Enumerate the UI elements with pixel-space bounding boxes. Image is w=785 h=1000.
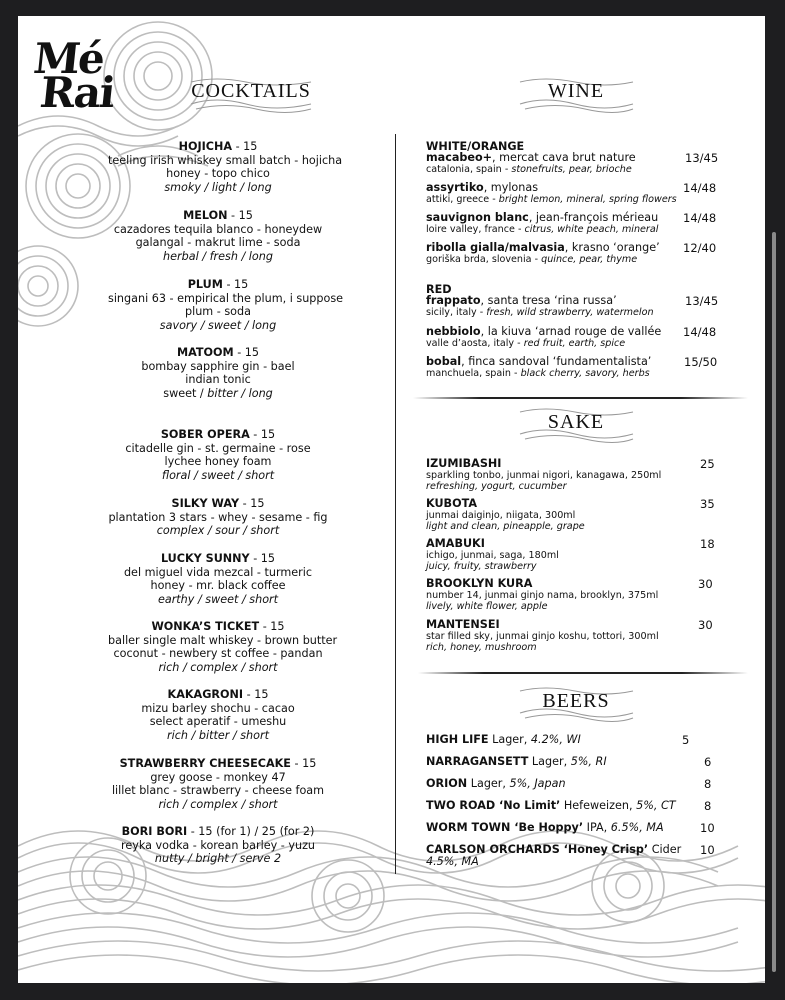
wine-item xyxy=(426,326,661,349)
cocktail-item xyxy=(108,688,328,742)
cocktail-ingredients: honey - topo chico xyxy=(166,167,270,181)
cocktail-item xyxy=(108,757,328,811)
brand-logo-line2: Rai xyxy=(37,68,116,117)
sake-price: 25 xyxy=(700,457,715,471)
cocktail-ingredients: singani 63 - empirical the plum, i suppose xyxy=(108,291,344,305)
wine-producer: , mylonas xyxy=(483,181,539,194)
wine-name: sauvignon blanc xyxy=(426,211,529,224)
wine-producer: , la kiuva ‘arnad rouge de vallée xyxy=(480,325,662,338)
brand-logo-line1: Mé xyxy=(31,34,106,83)
beer-item xyxy=(426,844,681,868)
wine-notes: citrus, white peach, mineral xyxy=(524,223,659,235)
cocktail-ingredients: baller single malt whiskey - brown butter xyxy=(108,633,338,647)
beer-item xyxy=(426,756,607,768)
sake-notes: rich, honey, mushroom xyxy=(426,642,537,653)
sake-price: 35 xyxy=(700,497,715,511)
sake-notes: juicy, fruity, strawberry xyxy=(426,561,537,572)
sake-name: KUBOTA xyxy=(426,497,478,510)
cocktail-tags: herbal / fresh / long xyxy=(163,249,273,263)
cocktail-item xyxy=(108,552,328,606)
cocktail-name: LUCKY SUNNY xyxy=(160,552,250,565)
beer-details: 6.5%, MA xyxy=(610,821,664,834)
cocktail-item xyxy=(108,825,328,866)
sake-notes: refreshing, yogurt, cucumber xyxy=(426,481,567,492)
cocktail-item xyxy=(108,620,338,674)
cocktail-ingredients: bombay sapphire gin - bael xyxy=(141,359,295,373)
cocktail-ingredients: select aperatif - umeshu xyxy=(149,715,287,729)
cocktail-price: - 15 (for 1) / 25 (for 2) xyxy=(190,825,315,838)
sake-description: junmai daiginjo, niigata, 300ml xyxy=(426,509,576,521)
cocktail-tags: rich / bitter / short xyxy=(167,728,269,742)
beer-name: CARLSON ORCHARDS ‘Honey Crisp’ xyxy=(426,843,649,856)
cocktail-price: - 15 xyxy=(235,140,258,153)
cocktail-price: - 15 xyxy=(237,346,260,359)
sake-title: SAKE xyxy=(547,411,605,433)
sake-name: BROOKLYN KURA xyxy=(426,577,533,590)
cocktail-tags-plain: sweet / xyxy=(163,386,204,400)
wine-notes: red fruit, earth, spice xyxy=(523,337,626,349)
sake-item xyxy=(426,498,585,533)
cocktail-name: WONKA’S TICKET xyxy=(151,620,260,633)
cocktail-ingredients: reyka vodka - korean barley - yuzu xyxy=(120,838,316,852)
beer-price: 10 xyxy=(700,843,715,857)
cocktail-ingredients: coconut - newbery st coffee - pandan xyxy=(113,647,323,661)
cocktail-tags: floral / sweet / short xyxy=(161,468,275,482)
cocktail-name: KAKAGRONI xyxy=(167,688,244,701)
beer-item xyxy=(426,822,664,834)
menu-page xyxy=(18,16,765,983)
beer-name: ORION xyxy=(426,777,468,790)
wine-notes: black cherry, savory, herbs xyxy=(520,367,650,379)
beer-price: 5 xyxy=(682,733,690,747)
cocktail-item xyxy=(108,428,328,482)
wine-title: WINE xyxy=(547,80,605,102)
sake-item xyxy=(426,578,658,613)
wine-region: goriška brda, slovenia - xyxy=(426,253,542,265)
beer-style: Cider xyxy=(648,843,682,856)
sake-description: star filled sky, junmai ginjo koshu, tottori, 300ml xyxy=(426,630,659,642)
cocktail-tags: savory / sweet / long xyxy=(159,318,277,332)
cocktail-ingredients: cazadores tequila blanco - honeydew xyxy=(113,222,323,236)
wine-price: 14/48 xyxy=(683,325,717,339)
cocktail-tags: earthy / sweet / short xyxy=(157,592,279,606)
cocktail-name: BORI BORI xyxy=(121,825,188,838)
wine-producer: , santa tresa ‘rina russa’ xyxy=(480,294,617,307)
beer-style: Lager, xyxy=(488,733,531,746)
beer-name: WORM TOWN ‘Be Hoppy’ xyxy=(426,821,584,834)
beer-item xyxy=(426,734,581,746)
beer-details: 5%, CT xyxy=(636,799,676,812)
cocktail-ingredients: lychee honey foam xyxy=(164,455,272,469)
brand-logo xyxy=(28,34,118,117)
wine-price: 15/50 xyxy=(684,355,718,369)
wine-name: ribolla gialla/malvasia xyxy=(426,241,565,254)
cocktail-price: - 15 xyxy=(262,620,285,633)
wine-price: 13/45 xyxy=(685,151,719,165)
cocktail-item xyxy=(108,209,328,263)
wine-price: 14/48 xyxy=(683,211,717,225)
sake-item xyxy=(426,538,559,573)
section-divider xyxy=(413,397,748,399)
cocktail-ingredients: citadelle gin - st. germaine - rose xyxy=(125,441,311,455)
cocktail-price: - 15 xyxy=(253,428,276,441)
wine-region: sicily, italy - xyxy=(426,306,487,318)
wine-producer: , mercat cava brut nature xyxy=(492,151,636,164)
wine-price: 14/48 xyxy=(683,181,717,195)
beer-item xyxy=(426,800,676,812)
cocktail-ingredients: indian tonic xyxy=(185,373,251,387)
cocktail-price: - 15 xyxy=(242,497,265,510)
sake-description: ichigo, junmai, saga, 180ml xyxy=(426,549,559,561)
sake-notes: light and clean, pineapple, grape xyxy=(426,521,585,532)
wine-producer: , finca sandoval ‘fundamentalista’ xyxy=(461,355,652,368)
wine-item xyxy=(426,152,636,175)
cocktail-tags: rich / complex / short xyxy=(158,660,278,674)
wine-region: attiki, greece - xyxy=(426,193,499,205)
wine-price: 12/40 xyxy=(683,241,717,255)
cocktail-item xyxy=(108,346,328,400)
cocktail-item xyxy=(108,140,343,194)
cocktail-ingredients: teeling irish whiskey small batch - hojicha xyxy=(108,153,343,167)
beer-details: 4.2%, WI xyxy=(530,733,581,746)
beer-details: 5%, RI xyxy=(570,755,607,768)
sake-description: number 14, junmai ginjo nama, brooklyn, 375ml xyxy=(426,589,659,601)
cocktail-tags: bitter / long xyxy=(207,386,273,400)
wine-item xyxy=(426,242,660,265)
cocktail-tags: complex / sour / short xyxy=(156,524,280,538)
wine-name: macabeo+ xyxy=(426,151,493,164)
beer-name: TWO ROAD ‘No Limit’ xyxy=(426,799,561,812)
cocktail-name: HOJICHA xyxy=(178,140,233,153)
sake-item xyxy=(426,619,659,654)
wine-name: nebbiolo xyxy=(426,325,481,338)
beers-title: BEERS xyxy=(542,690,610,712)
cocktail-name: SILKY WAY xyxy=(171,497,240,510)
wine-notes: bright lemon, mineral, spring flowers xyxy=(498,193,677,205)
cocktail-price: - 15 xyxy=(231,209,253,222)
cocktail-ingredients: mizu barley shochu - cacao xyxy=(141,701,295,715)
sake-price: 30 xyxy=(698,618,713,632)
cocktail-ingredients: del miguel vida mezcal - turmeric xyxy=(123,565,313,579)
cocktail-ingredients: lillet blanc - strawberry - cheese foam xyxy=(111,784,325,798)
wine-price: 13/45 xyxy=(685,294,719,308)
cocktail-name: MATOOM xyxy=(176,346,234,359)
cocktail-ingredients: plum - soda xyxy=(185,305,251,319)
wine-red-header: RED xyxy=(426,283,452,296)
beer-details: 5%, Japan xyxy=(509,777,566,790)
beer-style: Hefeweizen, xyxy=(560,799,637,812)
cocktail-item xyxy=(108,278,344,332)
cocktail-ingredients: plantation 3 stars - whey - sesame - fig xyxy=(108,510,328,524)
wine-notes: quince, pear, thyme xyxy=(541,253,638,265)
column-divider xyxy=(395,134,396,874)
cocktail-price: - 15 xyxy=(226,278,249,291)
section-divider xyxy=(418,672,748,674)
cocktail-name: MELON xyxy=(183,209,228,222)
sake-name: MANTENSEI xyxy=(426,618,500,631)
wine-region: manchuela, spain - xyxy=(426,367,521,379)
beer-price: 10 xyxy=(700,821,715,835)
wine-producer: , jean-françois mérieau xyxy=(528,211,659,224)
wine-item xyxy=(426,356,651,379)
wine-name: frappato xyxy=(426,294,481,307)
wine-region: loire valley, france - xyxy=(426,223,525,235)
cocktail-tags: rich / complex / short xyxy=(158,797,278,811)
cocktail-price: - 15 xyxy=(246,688,269,701)
sake-name: AMABUKI xyxy=(426,537,485,550)
sake-name: IZUMIBASHI xyxy=(426,457,502,470)
beer-style: Lager, xyxy=(528,755,571,768)
wine-name: bobal xyxy=(426,355,462,368)
wine-item xyxy=(426,182,677,205)
cocktail-tags: smoky / light / long xyxy=(164,180,272,194)
cocktail-name: STRAWBERRY CHEESECAKE xyxy=(119,757,291,770)
wine-producer: , krasno ‘orange’ xyxy=(564,241,660,254)
wine-region: valle d’aosta, italy - xyxy=(426,337,524,349)
wine-notes: fresh, wild strawberry, watermelon xyxy=(486,306,654,318)
wine-white-header: WHITE/ORANGE xyxy=(426,140,525,153)
beer-details: 4.5%, MA xyxy=(426,855,479,868)
scrollbar[interactable] xyxy=(772,232,776,972)
cocktail-ingredients: honey - mr. black coffee xyxy=(150,579,286,593)
beer-price: 8 xyxy=(704,799,712,813)
cocktail-ingredients: grey goose - monkey 47 xyxy=(150,770,286,784)
cocktail-ingredients: galangal - makrut lime - soda xyxy=(135,236,301,250)
cocktail-price: - 15 xyxy=(294,757,317,770)
beer-name: NARRAGANSETT xyxy=(426,755,529,768)
wine-item xyxy=(426,295,654,318)
sake-price: 30 xyxy=(698,577,713,591)
wine-item xyxy=(426,212,658,235)
beer-name: HIGH LIFE xyxy=(426,733,489,746)
wine-region: catalonia, spain - xyxy=(426,163,512,175)
cocktail-tags: nutty / bright / serve 2 xyxy=(154,852,282,866)
beer-style: IPA, xyxy=(583,821,611,834)
sake-description: sparkling tonbo, junmai nigori, kanagawa, 250ml xyxy=(426,469,662,481)
cocktail-item xyxy=(108,497,328,538)
cocktails-title: COCKTAILS xyxy=(191,80,311,102)
cocktail-price: - 15 xyxy=(253,552,276,565)
cocktail-name: PLUM xyxy=(187,278,223,291)
cocktail-name: SOBER OPERA xyxy=(160,428,250,441)
beer-price: 6 xyxy=(704,755,712,769)
sake-price: 18 xyxy=(700,537,715,551)
wine-notes: stonefruits, pear, brioche xyxy=(511,163,632,175)
beer-item xyxy=(426,778,566,790)
wine-name: assyrtiko xyxy=(426,181,484,194)
sake-item xyxy=(426,458,661,493)
beer-style: Lager, xyxy=(467,777,510,790)
sake-notes: lively, white flower, apple xyxy=(426,601,548,612)
beer-price: 8 xyxy=(704,777,712,791)
